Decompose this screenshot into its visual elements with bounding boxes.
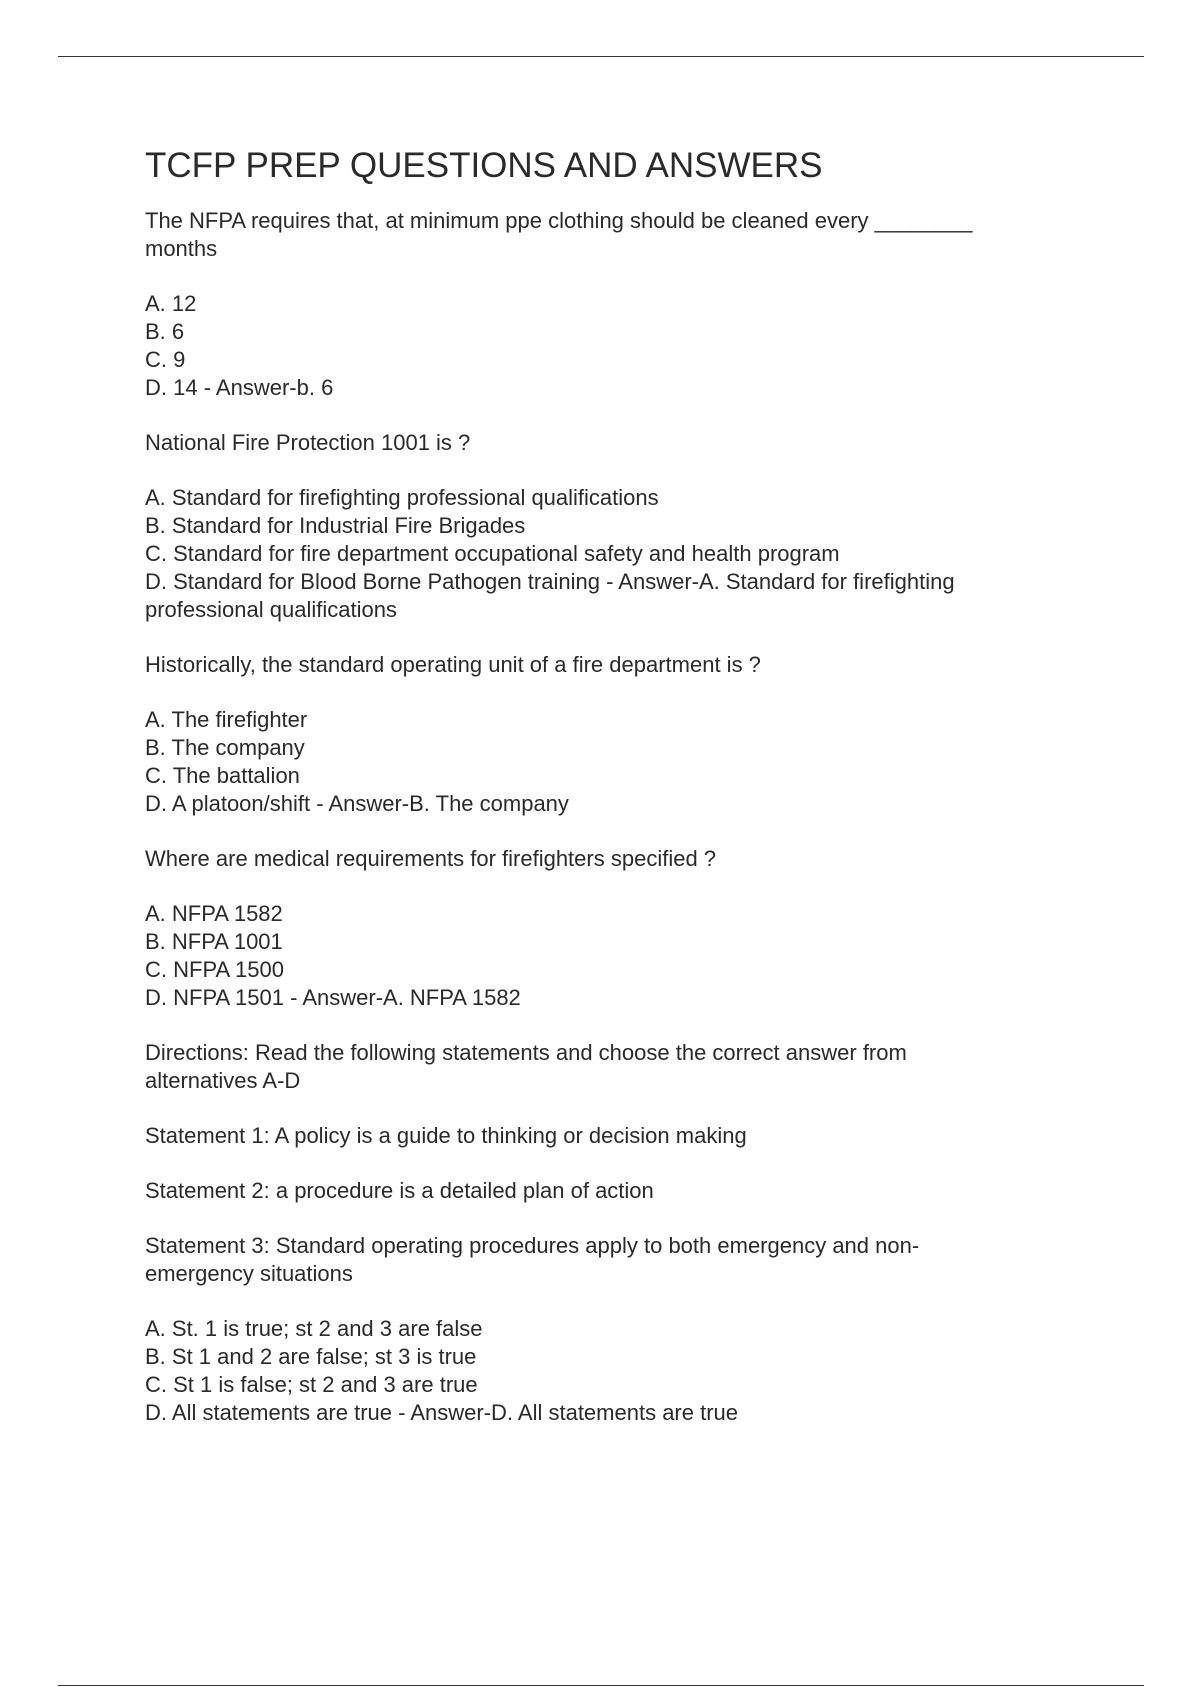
text-line: B. The company [145,735,305,760]
text-line: Statement 1: A policy is a guide to thinking or decision making [145,1123,747,1148]
paragraph [145,706,1065,818]
text-line: A. NFPA 1582 [145,901,283,926]
paragraph [145,1039,1065,1095]
paragraph [145,1315,1065,1427]
text-line: Statement 3: Standard operating procedures apply to both emergency and non- [145,1233,920,1258]
text-line: D. Standard for Blood Borne Pathogen training - Answer-A. Standard for firefighting [145,569,955,594]
paragraph [145,845,1065,873]
paragraph [145,1177,1065,1205]
text-line: months [145,236,218,261]
paragraph-list [145,207,1065,1427]
paragraph [145,484,1065,624]
text-line: Historically, the standard operating unit of a fire department is ? [145,652,761,677]
text-line: A. Standard for firefighting professional qualifications [145,485,659,510]
text-line: D. All statements are true - Answer-D. All statements are true [145,1400,739,1425]
paragraph [145,429,1065,457]
paragraph [145,207,1065,263]
paragraph [145,1232,1065,1288]
top-rule [58,56,1144,57]
text-line: C. St 1 is false; st 2 and 3 are true [145,1372,478,1397]
text-line: Statement 2: a procedure is a detailed plan of action [145,1178,654,1203]
text-line: alternatives A-D [145,1068,301,1093]
text-line: National Fire Protection 1001 is ? [145,430,471,455]
text-line: D. NFPA 1501 - Answer-A. NFPA 1582 [145,985,521,1010]
text-line: emergency situations [145,1261,353,1286]
text-line: Directions: Read the following statements and choose the correct answer from [145,1040,907,1065]
text-line: A. St. 1 is true; st 2 and 3 are false [145,1316,483,1341]
text-line: B. Standard for Industrial Fire Brigades [145,513,526,538]
document-body [145,145,1065,1427]
paragraph [145,1122,1065,1150]
text-line: professional qualifications [145,597,397,622]
text-line: B. NFPA 1001 [145,929,283,954]
text-line: A. The firefighter [145,707,308,732]
text-line: B. 6 [145,319,185,344]
text-line: B. St 1 and 2 are false; st 3 is true [145,1344,477,1369]
text-line: The NFPA requires that, at minimum ppe clothing should be cleaned every ________ [145,208,973,233]
text-line: A. 12 [145,291,197,316]
paragraph [145,651,1065,679]
paragraph [145,900,1065,1012]
text-line: C. NFPA 1500 [145,957,284,982]
text-line: D. 14 - Answer-b. 6 [145,375,334,400]
text-line: C. The battalion [145,763,300,788]
text-line: C. Standard for fire department occupational safety and health program [145,541,840,566]
paragraph [145,290,1065,402]
text-line: C. 9 [145,347,186,372]
document-title: TCFP PREP QUESTIONS AND ANSWERS [145,146,823,185]
bottom-rule [58,1685,1144,1686]
text-line: D. A platoon/shift - Answer-B. The company [145,791,569,816]
text-line: Where are medical requirements for firefighters specified ? [145,846,717,871]
